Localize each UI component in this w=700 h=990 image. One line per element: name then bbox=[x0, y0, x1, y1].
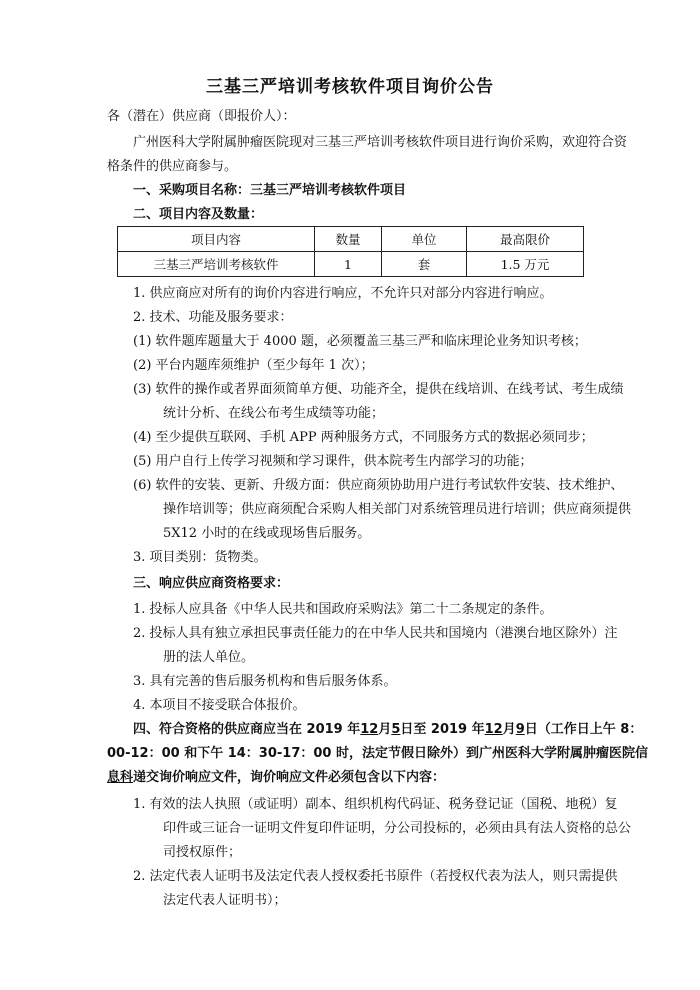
list-item-continued: 印件或三证合一证明文件复印件证明，分公司投标的，必须由具有法人资格的总公 bbox=[163, 821, 632, 836]
list-item: 2. 技术、功能及服务要求： bbox=[133, 310, 293, 325]
list-item: 3. 项目类别：货物类。 bbox=[133, 550, 267, 565]
list-item: (1) 软件题库题量大于 4000 题，必须覆盖三基三严和临床理论业务知识考核； bbox=[133, 334, 587, 349]
section-4-text: 月 bbox=[378, 722, 392, 737]
section-4-text: 日至 2019 年 bbox=[400, 722, 485, 737]
salutation: 各（潜在）供应商（即报价人）： bbox=[107, 109, 296, 124]
table-cell: 1.5 万元 bbox=[467, 252, 584, 277]
list-item: (3) 软件的操作或者界面须简单方便、功能齐全，提供在线培训、在线考试、考生成绩 bbox=[133, 382, 624, 397]
list-item-continued: 统计分析、在线公布考生成绩等功能； bbox=[163, 406, 385, 421]
end-day: 9 bbox=[515, 722, 525, 737]
list-item: 2. 法定代表人证明书及法定代表人授权委托书原件（若授权代表为法人，则只需提供 bbox=[133, 869, 618, 884]
table-header-cell: 单位 bbox=[382, 227, 467, 252]
list-item-continued: 操作培训等；供应商须配合采购人相关部门对系统管理员进行培训；供应商须提供 bbox=[163, 502, 632, 517]
section-3-heading: 三、响应供应商资格要求： bbox=[133, 576, 290, 591]
list-item: 4. 本项目不接受联合体报价。 bbox=[133, 698, 306, 713]
list-item: 1. 投标人应具备《中华人民共和国政府采购法》第二十二条规定的条件。 bbox=[133, 602, 553, 617]
list-item-continued: 册的法人单位。 bbox=[163, 650, 255, 665]
section-4-text: 四、符合资格的供应商应当在 2019 年 bbox=[133, 722, 361, 737]
section-4-text: 月 bbox=[502, 722, 516, 737]
intro-line-1: 广州医科大学附属肿瘤医院现对三基三严培训考核软件项目进行询价采购，欢迎符合资 bbox=[133, 135, 628, 150]
table-cell: 1 bbox=[315, 252, 382, 277]
list-item: (5) 用户自行上传学习视频和学习课件，供本院考生内部学习的功能； bbox=[133, 454, 533, 469]
section-4-text: 递交询价响应文件，询价响应文件必须包含以下内容： bbox=[133, 770, 446, 785]
list-item-continued: 法定代表人证明书）； bbox=[163, 893, 287, 908]
section-2-heading: 二、项目内容及数量： bbox=[133, 207, 264, 222]
start-month: 12 bbox=[360, 722, 379, 737]
table-cell: 三基三严培训考核软件 bbox=[118, 252, 315, 277]
table-header-cell: 最高限价 bbox=[467, 227, 584, 252]
intro-line-2: 格条件的供应商参与。 bbox=[107, 159, 238, 174]
end-month: 12 bbox=[484, 722, 503, 737]
list-item: (4) 至少提供互联网、手机 APP 两种服务方式，不同服务方式的数据必须同步； bbox=[133, 430, 594, 445]
table-header-cell: 项目内容 bbox=[118, 227, 315, 252]
page-title: 三基三严培训考核软件项目询价公告 bbox=[206, 77, 494, 97]
section-4-line-3 bbox=[107, 770, 445, 786]
table-row bbox=[118, 252, 584, 277]
list-item: (2) 平台内题库须维护（至少每年 1 次）； bbox=[133, 358, 374, 373]
list-item-continued: 5X12 小时的在线或现场售后服务。 bbox=[163, 526, 371, 541]
list-item-continued: 司授权原件； bbox=[163, 845, 242, 860]
table-header-row bbox=[118, 227, 584, 252]
section-1-heading: 一、采购项目名称：三基三严培训考核软件项目 bbox=[133, 183, 407, 198]
start-day: 5 bbox=[391, 722, 401, 737]
table-header-cell: 数量 bbox=[315, 227, 382, 252]
department-name: 息科 bbox=[107, 770, 134, 785]
list-item: 2. 投标人具有独立承担民事责任能力的在中华人民共和国境内（港澳台地区除外）注 bbox=[133, 626, 618, 641]
section-4-line-2: 00-12：00 和下午 14：30-17：00 时，法定节假日除外）到广州医科大学附属肿瘤医院信 bbox=[107, 746, 649, 761]
section-4-text: 日（工作日上午 8： bbox=[524, 722, 643, 737]
list-item: 1. 有效的法人执照（或证明）副本、组织机构代码证、税务登记证（国税、地税）复 bbox=[133, 797, 618, 812]
table-cell: 套 bbox=[382, 252, 467, 277]
items-table bbox=[117, 226, 584, 277]
list-item: 3. 具有完善的售后服务机构和售后服务体系。 bbox=[133, 674, 397, 689]
list-item: 1. 供应商应对所有的询价内容进行响应，不允许只对部分内容进行响应。 bbox=[133, 286, 553, 301]
section-4-line-1 bbox=[133, 722, 642, 738]
list-item: (6) 软件的安装、更新、升级方面：供应商须协助用户进行考试软件安装、技术维护、 bbox=[133, 478, 624, 493]
